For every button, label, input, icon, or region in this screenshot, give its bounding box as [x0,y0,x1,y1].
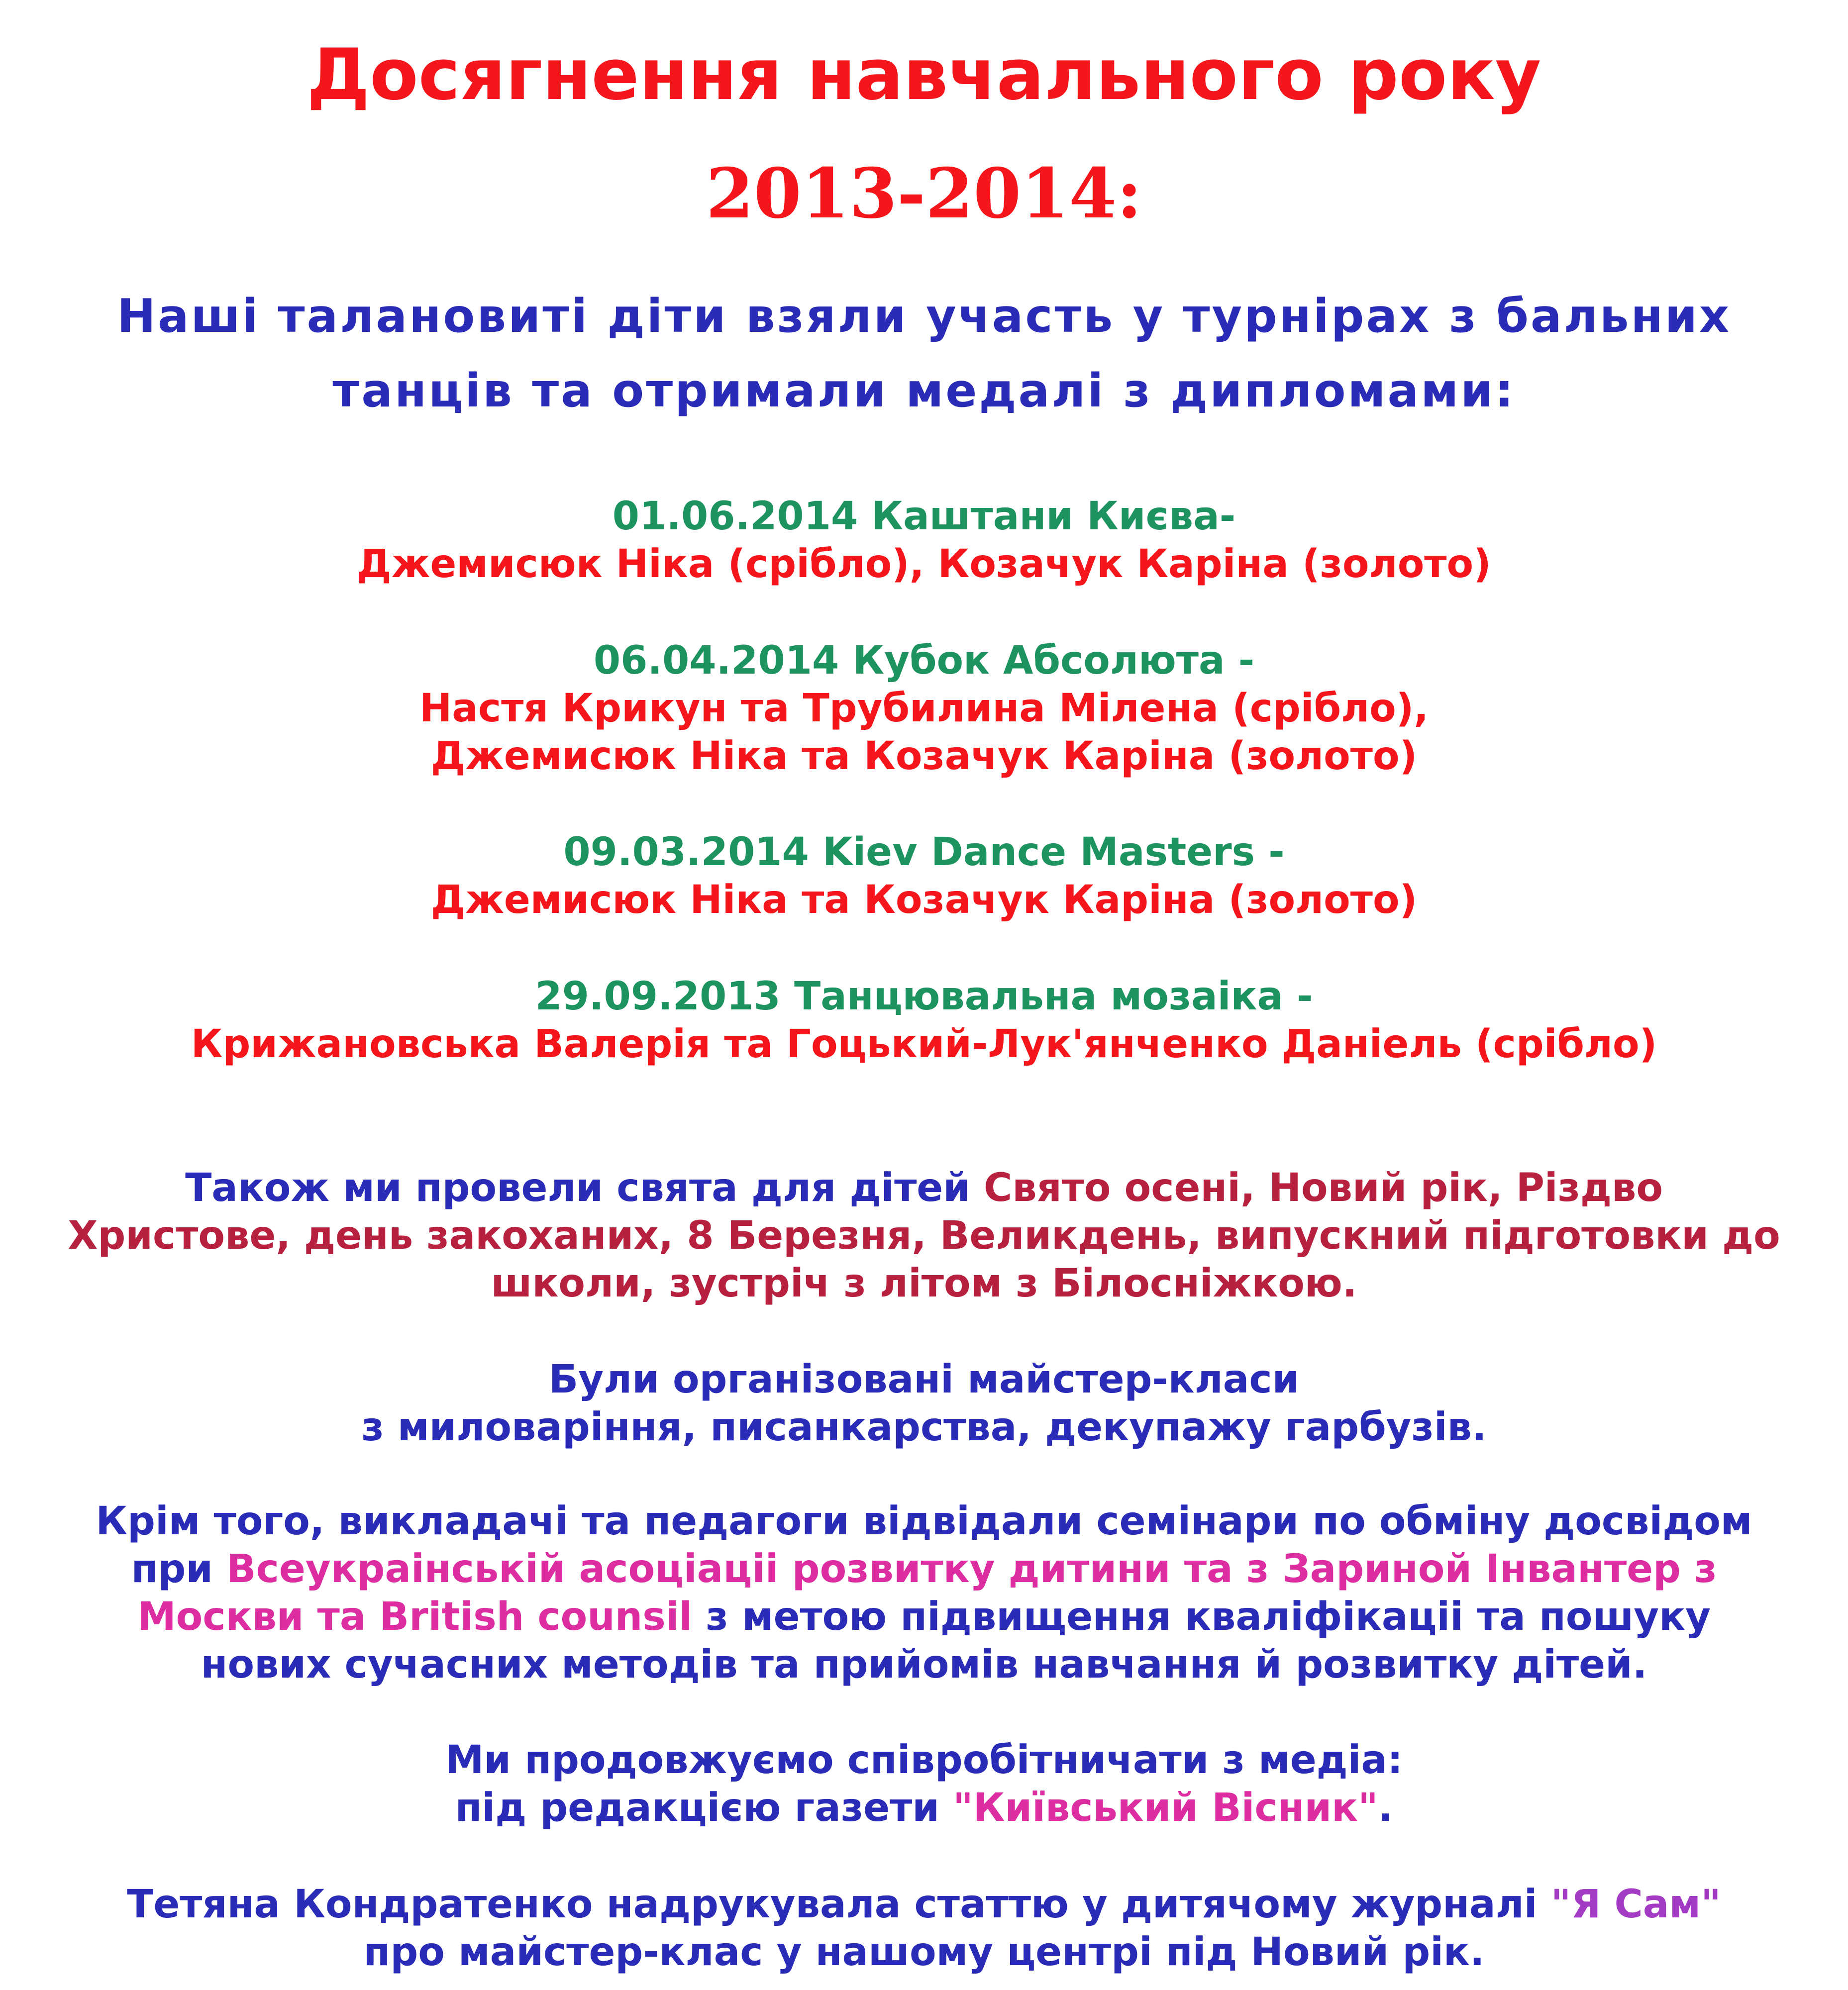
holidays-list-part: , Новий рік, Різдво [1240,1166,1663,1210]
competition-result: Джемисюк Ніка (срібло), Козачук Каріна (золото) [357,542,1491,587]
competition-result: Джемисюк Ніка та Козачук Каріна (золото) [430,734,1418,779]
holidays-line-2: Христове, день закоханих, 8 Березня, Великдень, випускний підготовки до [68,1213,1780,1258]
competition-item [0,493,1848,588]
competition-result: Джемисюк Ніка та Козачук Каріна (золото) [430,878,1418,922]
competition-result: Настя Крикун та Трубилина Мілена (срібло), [419,686,1429,731]
competition-heading: 29.09.2013 Танцювальна мозаіка - [535,974,1313,1019]
media-paragraph [0,1736,1848,1832]
intro-text [0,279,1848,428]
page-title: Досягнення навчального року [307,34,1541,116]
masterclasses-line-1: Були організовані майстер-класи [548,1357,1300,1402]
seminars-association: Всеукраінській асоціаціі розвитку дитини та з Зариной Інвантер з [226,1547,1717,1592]
competition-heading: 09.03.2014 Kiev Dance Masters - [563,830,1285,875]
page-title-years: 2013-2014: [706,153,1142,234]
competition-item [0,828,1848,924]
article-line-1-lead: Тетяна Кондратенко надрукувала статтю у дитячому журналі [127,1882,1551,1927]
intro-line-2: танців та отримали медалі з дипломами: [332,364,1516,417]
competition-result: Крижановська Валерія та Гоцький-Лук'янченко Даніель (срібло) [191,1022,1657,1067]
seminars-line-3-rest: з метою підвищення кваліфікаціі та пошуку [692,1594,1711,1639]
competition-heading: 01.06.2014 Каштани Києва- [612,494,1236,539]
competition-heading: 06.04.2014 Кубок Абсолюта - [593,638,1255,683]
article-magazine-name: "Я Сам" [1550,1882,1721,1927]
seminars-moscow-british: Москви та British counsil [137,1594,693,1639]
seminars-line-4: нових сучасних методів та прийомів навчання й розвитку дітей. [201,1642,1647,1687]
masterclasses-paragraph [0,1356,1848,1451]
holidays-paragraph [0,1164,1848,1307]
article-line-2: про майстер-клас у нашому центрі під Новий рік. [363,1930,1485,1975]
media-line-1: Ми продовжуємо співробітничати з медіа: [445,1738,1403,1783]
media-newspaper-name: "Київський Вісник" [953,1786,1378,1830]
competition-item [0,973,1848,1068]
holidays-lead: Також ми провели свята для дітей [185,1166,984,1210]
intro-line-1: Наші талановиті діти взяли участь у турнірах з бальних [117,289,1731,343]
seminars-line-2-lead: при [131,1547,227,1592]
holidays-line-3: школи, зустріч з літом з Білосніжкою. [491,1261,1357,1306]
seminars-line-1: Крім того, викладачі та педагоги відвідали семінари по обміну досвідом [96,1499,1752,1544]
competition-item [0,637,1848,780]
seminars-paragraph [0,1497,1848,1689]
media-line-2-end: . [1378,1786,1393,1830]
article-paragraph [0,1881,1848,1976]
masterclasses-line-2: з миловаріння, писанкарства, декупажу гарбузів. [361,1405,1487,1450]
holidays-autumn: Свято осені [983,1166,1240,1210]
media-line-2-lead: під редакцією газети [455,1786,953,1830]
